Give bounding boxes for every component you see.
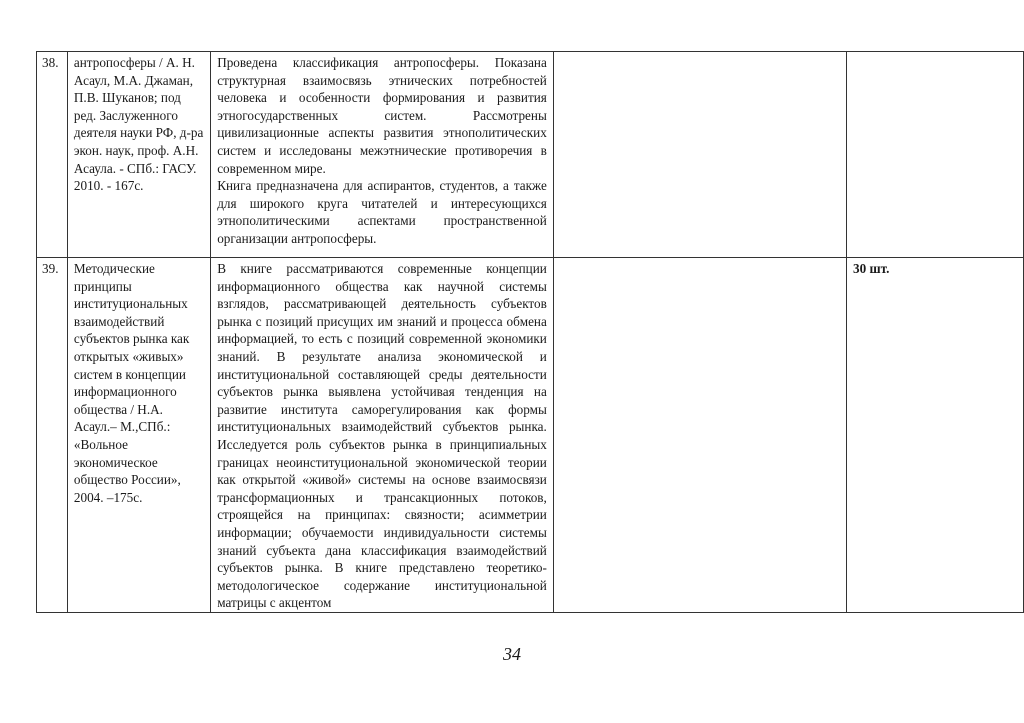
row-number: 38. [37,52,68,258]
row-number: 39. [37,258,68,613]
description-paragraph: Проведена классификация антропосферы. Показана структурная взаимосвязь этнических потребностей человека и особенности формирования и развития этногосударственных систем. Рассмотрены цивилизационные аспекты развития этнополитических систем и исследованы межэтнические противоречия в современном мире. [217,55,547,176]
description-paragraph: Книга предназначена для аспирантов, студентов, а также для широкого круга читателей и интересующихся этнополитическими аспектами пространственной организации антропосферы. [217,178,547,246]
quantity-cell [847,52,1024,258]
table-row [37,52,1024,258]
description-paragraph: В книге рассматриваются современные концепции информационного общества как научной системы взглядов, рассматривающей деятельность субъектов рынка с позиций присущих им знаний и процесса обмена информацией, то есть с позиций современной экономики знаний. В результате анализа экономической и институциональной составляющей среды деятельности субъектов рынка выявлена устойчивая тенденция на развитие института саморегулирования как формы институциональных взаимодействий субъектов рынка. Исследуется роль субъектов рынка в принципиальных границах неоинституциональной экономической теории как открытой «живой» системы на основе взаимосвязи трансформационных и трансакционных потоков, строящейся на принципах: связности; асимметрии информации; обучаемости индивидуальности системы знаний субъекта дана классификация взаимодействий субъектов рынка. В книге представлено теоретико-методологическое содержание институциональной матрицы с акцентом [217,261,547,611]
page-number: 34 [503,644,521,664]
publication-title: антропосферы / А. Н. Асаул, М.А. Джаман, П.В. Шуканов; под ред. Заслуженного деятеля науки РФ, д-ра экон. наук, проф. А.Н. Асаула. - СПб.: ГАСУ. 2010. - 167с. [67,52,210,258]
publication-title: Методические принципы институциональных взаимодействий субъектов рынка как открытых «живых» систем в концепции информационного общества / Н.А. Асаул.– М.,СПб.: «Вольное экономическое общество России», 2004. –175с. [67,258,210,613]
empty-cell [553,52,846,258]
table-row [37,258,1024,613]
quantity-cell: 30 шт. [847,258,1024,613]
publication-description [211,52,554,258]
publications-table [36,51,1024,613]
publication-description [211,258,554,613]
empty-cell [553,258,846,613]
